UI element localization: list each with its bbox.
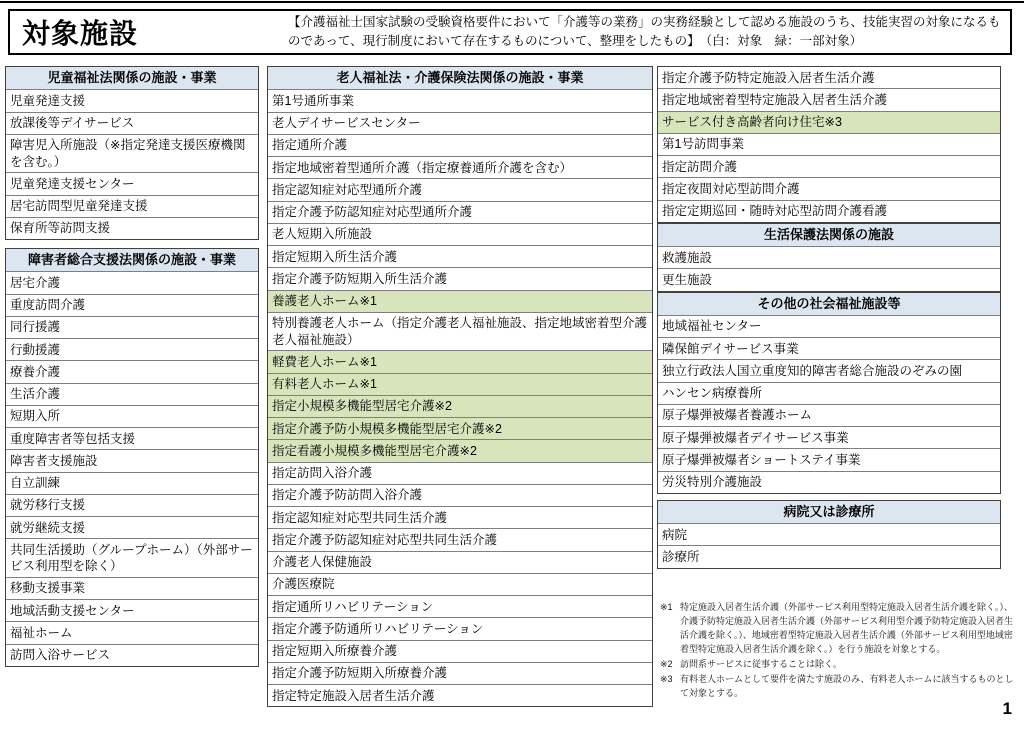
top-rule xyxy=(0,1,1024,3)
facility-cell: 指定特定施設入居者生活介護 xyxy=(268,685,652,706)
group-header: 児童福祉法関係の施設・事業 xyxy=(6,67,258,90)
footnote-marker: ※2 xyxy=(660,658,673,669)
facility-group xyxy=(657,500,1001,569)
footnote-text: 有料老人ホームとして要件を満たす施設のみ、有料老人ホームに該当するものとして対象とする。 xyxy=(680,673,1014,698)
facility-group xyxy=(267,66,653,707)
facility-group xyxy=(657,66,1001,223)
facility-cell: 養護老人ホーム※1 xyxy=(268,291,652,313)
facility-cell: ハンセン病療養所 xyxy=(658,383,1000,405)
facility-cell: 第1号通所事業 xyxy=(268,90,652,112)
facility-cell: 指定認知症対応型通所介護 xyxy=(268,179,652,201)
facility-cell: 訪問入浴サービス xyxy=(6,645,258,666)
facility-cell: 指定介護予防認知症対応型通所介護 xyxy=(268,202,652,224)
facility-cell: サービス付き高齢者向け住宅※3 xyxy=(658,112,1000,134)
footnote-marker: ※3 xyxy=(660,673,673,684)
facility-cell: 療養介護 xyxy=(6,361,258,383)
facility-cell: 重度訪問介護 xyxy=(6,295,258,317)
facility-cell: 老人短期入所施設 xyxy=(268,224,652,246)
facility-cell: 児童発達支援センター xyxy=(6,173,258,195)
facility-cell: 保育所等訪問支援 xyxy=(6,218,258,239)
facility-cell: 更生施設 xyxy=(658,269,1000,290)
facility-cell: 原子爆弾被爆者ショートステイ事業 xyxy=(658,449,1000,471)
facility-cell: 原子爆弾被爆者デイサービス事業 xyxy=(658,427,1000,449)
footnote-text: 特定施設入居者生活介護（外部サービス利用型特定施設入居者生活介護を除く。）、介護予防特定施設入居者生活介護（外部サービス利用型介護予防特定施設入居者生活介護を除く。）、地域密着型特定施設入居者生活介護（外部サービス利用型地域密着型特定施設入居者生活介護を除く。）を行う施設を対象とする。 xyxy=(680,602,1014,654)
column-child-disability-facilities xyxy=(5,66,259,667)
footnote-text: 訪問系サービスに従事することは除く。 xyxy=(680,658,842,669)
footnote-marker: ※1 xyxy=(660,602,673,612)
facility-cell: 指定介護予防通所リハビリテーション xyxy=(268,618,652,640)
group-header: 障害者総合支援法関係の施設・事業 xyxy=(6,249,258,272)
facility-cell: 老人デイサービスセンター xyxy=(268,113,652,135)
facility-group xyxy=(5,66,259,240)
facility-cell: 放課後等デイサービス xyxy=(6,113,258,135)
facility-cell: 福祉ホーム xyxy=(6,622,258,644)
facility-cell: 自立訓練 xyxy=(6,473,258,495)
page-description: 【介護福祉士国家試験の受験資格要件において「介護等の業務」の実務経験として認める施設のうち、技能実習の対象になるものであって、現行制度において存在するものについて、整理をしたもの】 （白：対象 緑：一部対象） xyxy=(288,15,1001,48)
facility-cell: 重度障害者等包括支援 xyxy=(6,428,258,450)
facility-cell: 指定地域密着型特定施設入居者生活介護 xyxy=(658,89,1000,111)
facility-cell: 指定認知症対応型共同生活介護 xyxy=(268,507,652,529)
facility-cell: 指定短期入所生活介護 xyxy=(268,246,652,268)
facility-cell: 就労継続支援 xyxy=(6,517,258,539)
facility-cell: 指定介護予防小規模多機能型居宅介護※2 xyxy=(268,418,652,440)
facility-cell: 介護医療院 xyxy=(268,574,652,596)
facility-cell: 同行援護 xyxy=(6,317,258,339)
facility-group xyxy=(657,223,1001,292)
facility-cell: 指定通所介護 xyxy=(268,135,652,157)
facility-cell: 隣保館デイサービス事業 xyxy=(658,338,1000,360)
facility-cell: 第1号訪問事業 xyxy=(658,134,1000,156)
facility-cell: 指定介護予防認知症対応型共同生活介護 xyxy=(268,529,652,551)
facility-cell: 障害児入所施設（※指定発達支援医療機関を含む。） xyxy=(6,135,258,174)
facility-cell: 救護施設 xyxy=(658,247,1000,269)
footnote xyxy=(660,601,1014,657)
footnote xyxy=(660,673,1014,701)
facility-cell: 生活介護 xyxy=(6,384,258,406)
facility-cell: 指定介護予防訪問入浴介護 xyxy=(268,485,652,507)
facility-cell: 特別養護老人ホーム（指定介護老人福祉施設、指定地域密着型介護老人福祉施設） xyxy=(268,313,652,352)
facility-cell: 指定訪問入浴介護 xyxy=(268,463,652,485)
facility-cell: 指定看護小規模多機能型居宅介護※2 xyxy=(268,440,652,462)
group-header: 生活保護法関係の施設 xyxy=(658,224,1000,247)
facility-cell: 労災特別介護施設 xyxy=(658,472,1000,493)
column-other-facilities xyxy=(657,66,1001,569)
facility-cell: 地域福祉センター xyxy=(658,316,1000,338)
footnotes xyxy=(660,601,1014,702)
facility-cell: 居宅訪問型児童発達支援 xyxy=(6,196,258,218)
facility-cell: 有料老人ホーム※1 xyxy=(268,374,652,396)
footnote xyxy=(660,658,1014,672)
facility-cell: 軽費老人ホーム※1 xyxy=(268,351,652,373)
facility-cell: 地域活動支援センター xyxy=(6,600,258,622)
facility-cell: 指定通所リハビリテーション xyxy=(268,596,652,618)
facility-cell: 病院 xyxy=(658,524,1000,546)
facility-cell: 介護老人保健施設 xyxy=(268,552,652,574)
group-header: その他の社会福祉施設等 xyxy=(658,293,1000,316)
page-title: 対象施設 xyxy=(22,18,139,49)
facility-group xyxy=(5,248,259,667)
page-number: 1 xyxy=(1002,699,1012,718)
facility-cell: 指定小規模多機能型居宅介護※2 xyxy=(268,396,652,418)
facility-cell: 就労移行支援 xyxy=(6,495,258,517)
facility-cell: 移動支援事業 xyxy=(6,578,258,600)
facility-cell: 指定介護予防短期入所生活介護 xyxy=(268,268,652,290)
facility-cell: 指定短期入所療養介護 xyxy=(268,641,652,663)
facility-cell: 共同生活援助（グループホーム）（外部サービス利用型を除く） xyxy=(6,539,258,578)
group-header: 老人福祉法・介護保険法関係の施設・事業 xyxy=(268,67,652,90)
facility-cell: 原子爆弾被爆者養護ホーム xyxy=(658,405,1000,427)
facility-cell: 指定定期巡回・随時対応型訪問介護看護 xyxy=(658,201,1000,222)
facility-cell: 独立行政法人国立重度知的障害者総合施設のぞみの園 xyxy=(658,360,1000,382)
column-elderly-welfare-facilities xyxy=(267,66,653,707)
facility-cell: 障害者支援施設 xyxy=(6,450,258,472)
facility-group xyxy=(657,292,1001,494)
facility-cell: 指定介護予防特定施設入居者生活介護 xyxy=(658,67,1000,89)
facility-cell: 行動援護 xyxy=(6,339,258,361)
group-header: 病院又は診療所 xyxy=(658,501,1000,524)
title-box xyxy=(8,9,1012,55)
facility-cell: 居宅介護 xyxy=(6,272,258,294)
facility-cell: 指定訪問介護 xyxy=(658,156,1000,178)
facility-cell: 指定夜間対応型訪問介護 xyxy=(658,178,1000,200)
facility-cell: 診療所 xyxy=(658,546,1000,567)
facility-cell: 児童発達支援 xyxy=(6,90,258,112)
facility-cell: 指定介護予防短期入所療養介護 xyxy=(268,663,652,685)
facility-cell: 指定地域密着型通所介護（指定療養通所介護を含む） xyxy=(268,157,652,179)
facility-cell: 短期入所 xyxy=(6,406,258,428)
